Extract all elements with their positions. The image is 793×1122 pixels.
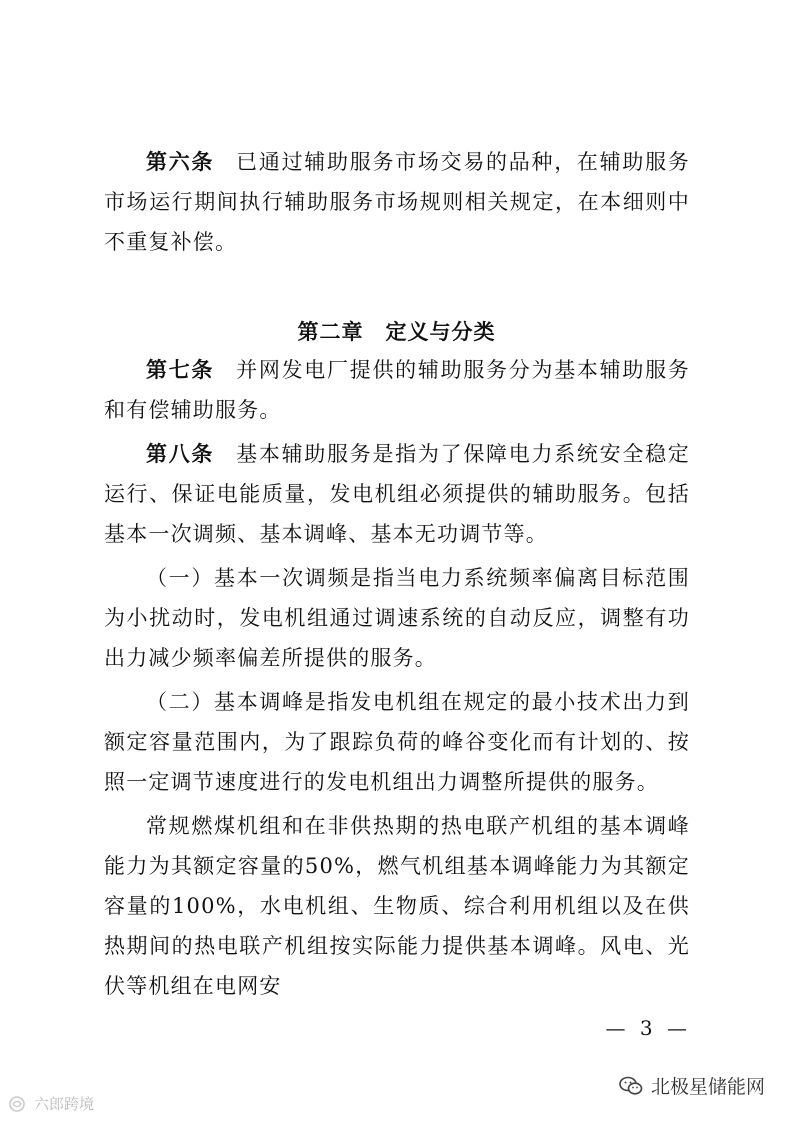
wechat-icon — [619, 1076, 643, 1096]
article-7-label: 第七条 — [146, 357, 215, 382]
page-number: — 3 — — [605, 1016, 691, 1040]
watermark-right-text: 北极星储能网 — [650, 1076, 765, 1098]
chapter-title: 定义与分类 — [385, 319, 496, 344]
article-7 — [104, 350, 690, 430]
item-1: （一）基本一次调频是指当电力系统频率偏离目标范围为小扰动时，发电机组通过调速系统的自动反应，调整有功出力减少频率偏差所提供的服务。 — [104, 566, 690, 670]
article-8-label: 第八条 — [146, 441, 215, 466]
paragraph-peak-capacity: 常规燃煤机组和在非供热期的热电联产机组的基本调峰能力为其额定容量的50%，燃气机组基本调峰能力为其额定容量的100%，水电机组、生物质、综合利用机组以及在供热期间的热电联产机组按实际能力提供基本调峰。风电、光伏等机组在电网安 — [104, 814, 690, 998]
article-8 — [104, 434, 690, 554]
chapter-number: 第二章 — [297, 319, 364, 344]
watermark-left — [8, 1093, 94, 1114]
watermark-left-text: 六郎跨境 — [34, 1095, 95, 1113]
article-7-text: 并网发电厂提供的辅助服务分为基本辅助服务和有偿辅助服务。 — [104, 358, 690, 422]
article-6-label: 第六条 — [146, 149, 215, 174]
logo-icon — [8, 1095, 30, 1113]
item-2: （二）基本调峰是指发电机组在规定的最小技术出力到额定容量范围内，为了跟踪负荷的峰谷变化而有计划的、按照一定调节速度进行的发电机组出力调整所提供的服务。 — [104, 690, 690, 794]
article-6-text: 已通过辅助服务市场交易的品种，在辅助服务市场运行期间执行辅助服务市场规则相关规定，在本细则中不重复补偿。 — [104, 150, 690, 254]
chapter-heading — [0, 312, 793, 352]
watermark-right — [619, 1072, 765, 1099]
article-8-text: 基本辅助服务是指为了保障电力系统安全稳定运行、保证电能质量，发电机组必须提供的辅助服务。包括基本一次调频、基本调峰、基本无功调节等。 — [104, 442, 690, 546]
article-6 — [104, 142, 690, 262]
